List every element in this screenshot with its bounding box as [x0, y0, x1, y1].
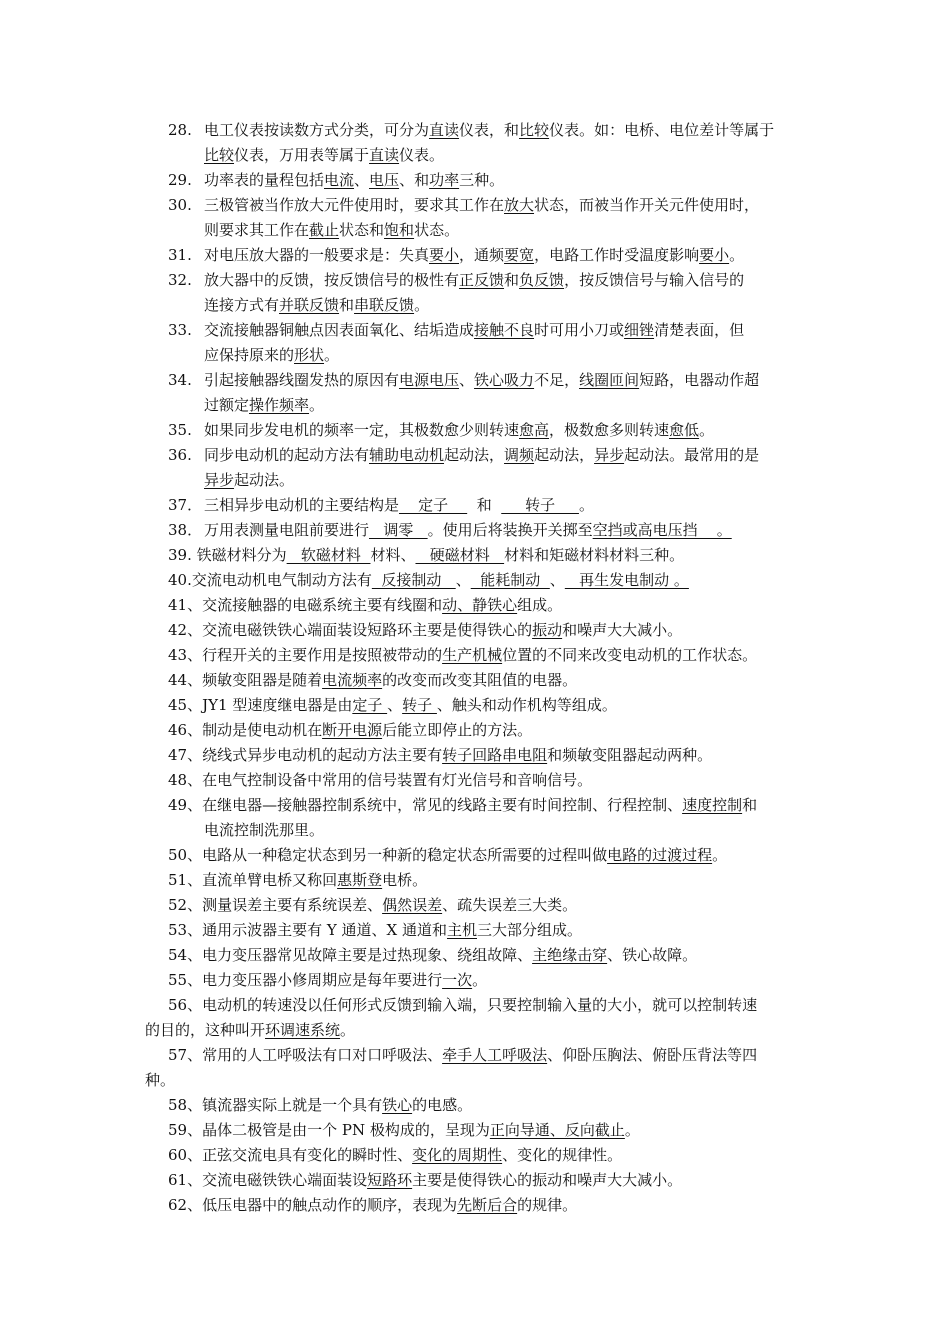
text-line [0, 568, 950, 593]
line-text [168, 968, 487, 993]
answer-blank: 铁心吸力 [474, 371, 535, 389]
item-number: 38． [168, 521, 203, 539]
line-text [168, 1168, 682, 1193]
text-segment: 起动法， [534, 446, 595, 464]
answer-blank: 定子 [399, 496, 468, 514]
line-text [168, 918, 582, 943]
answer-blank: 正向导通、反向截止 [489, 1121, 625, 1139]
text-line [0, 768, 950, 793]
item-number: 29. [168, 171, 192, 189]
line-text [168, 843, 727, 868]
text-segment: 54、电力变压器常见故障主要是过热现象、绕组故障、 [168, 946, 533, 964]
text-segment: 。 [624, 1121, 640, 1139]
text-segment: 58、镇流器实际上就是一个具有 [168, 1096, 383, 1114]
text-segment: 仪表。如：电桥、电位差计等属于 [549, 121, 775, 139]
text-line [0, 418, 950, 443]
text-segment: 电桥。 [382, 871, 428, 889]
text-segment: 50、电路从一种稳定状态到另一种新的稳定状态所需要的过程叫做 [168, 846, 608, 864]
text-segment: 应保持原来的 [204, 346, 295, 364]
text-segment: 、 [354, 171, 370, 189]
document-body [0, 118, 950, 1218]
item-number: 35. [168, 421, 192, 439]
text-segment: 清楚表面，但 [654, 321, 745, 339]
answer-blank: 反接制动 [371, 571, 456, 589]
line-text [168, 718, 532, 743]
text-line [0, 493, 950, 518]
text-segment: 如果同步发电机的频率一定，其极数愈少则转速 [204, 421, 520, 439]
line-text [168, 1143, 622, 1168]
line-text [168, 793, 757, 818]
answer-blank: 短路环 [367, 1171, 413, 1189]
text-segment: 功率表的量程包括 [204, 171, 325, 189]
text-line [0, 868, 950, 893]
answer-blank: 电路的过渡过程 [607, 846, 713, 864]
text-segment: 材料和矩磁材料材料三种。 [504, 546, 685, 564]
answer-blank: 一次 [442, 971, 473, 989]
text-segment: 三大部分组成。 [477, 921, 583, 939]
text-segment: 三相异步电动机的主要结构是 [204, 496, 400, 514]
answer-blank: 要小 [699, 246, 730, 264]
text-segment: 和 [504, 271, 520, 289]
text-segment: 60、正弦交流电具有变化的瞬时性、 [168, 1146, 413, 1164]
text-segment: 则要求其工作在 [204, 221, 310, 239]
text-segment: 交流接触器铜触点因表面氧化、结垢造成 [204, 321, 475, 339]
text-segment: 。 [324, 346, 340, 364]
answer-blank: 速度控制 [682, 796, 743, 814]
answer-blank: 形状 [294, 346, 325, 364]
line-text [204, 493, 594, 518]
text-segment: 后能立即停止的方法。 [382, 721, 533, 739]
text-line [0, 393, 950, 418]
text-segment: 、 [459, 371, 475, 389]
answer-blank: 空挡或高电压挡 。 [592, 521, 732, 539]
answer-blank: 调零 [369, 521, 428, 539]
text-segment: 41、交流接触器的电磁系统主要有线圈和 [168, 596, 443, 614]
answer-blank: 电流 [324, 171, 355, 189]
text-segment: 42、交流电磁铁铁心端面装设短路环主要是使得铁心的 [168, 621, 533, 639]
text-segment: 位置的不同来改变电动机的工作状态。 [502, 646, 758, 664]
text-segment: 和 [339, 296, 355, 314]
text-segment: ，极数愈多则转速 [549, 421, 670, 439]
answer-blank: 电源电压 [399, 371, 460, 389]
text-segment: ，按反馈信号与输入信号的 [564, 271, 745, 289]
answer-blank: 先断后合 [457, 1196, 518, 1214]
text-segment: 57、常用的人工呼吸法有口对口呼吸法、 [168, 1046, 443, 1064]
answer-blank: 惠斯登 [337, 871, 383, 889]
answer-blank: 振动 [532, 621, 563, 639]
text-segment: 种。 [145, 1071, 176, 1089]
line-text [204, 193, 759, 218]
text-segment: 、 [455, 571, 471, 589]
answer-blank: 接触不良 [474, 321, 535, 339]
line-text [204, 468, 294, 493]
item-number: 30. [168, 196, 192, 214]
text-segment: 47、绕线式异步电动机的起动方法主要有 [168, 746, 443, 764]
item-number: 33. [168, 321, 192, 339]
line-text [204, 818, 324, 843]
answer-blank: 环调速系统 [265, 1021, 341, 1039]
line-text [168, 768, 592, 793]
text-segment: 万用表测量电阻前要进行 [204, 521, 370, 539]
text-segment: 。 [414, 296, 430, 314]
text-segment: 61、交流电磁铁铁心端面装设 [168, 1171, 368, 1189]
text-segment: 状态，而被当作开关元件使用时， [534, 196, 760, 214]
line-text [168, 943, 697, 968]
text-segment: 状态和 [339, 221, 385, 239]
line-text [168, 618, 682, 643]
text-line [0, 893, 950, 918]
answer-blank: 转子 [402, 696, 437, 714]
text-line [0, 343, 950, 368]
answer-blank: 定子 [352, 696, 388, 714]
item-number: 36. [168, 446, 192, 464]
item-number: 32. [168, 271, 192, 289]
line-text [168, 868, 427, 893]
text-segment: 电流控制洗那里。 [204, 821, 325, 839]
text-segment: 主要是使得铁心的振动和噪声大大减小。 [412, 1171, 683, 1189]
text-segment: 的改变而改变其阻值的电器。 [382, 671, 578, 689]
text-line [0, 193, 950, 218]
text-segment: 。 [578, 496, 594, 514]
answer-blank: 能耗制动 [470, 571, 550, 589]
answer-blank: 转子回路串电阻 [442, 746, 548, 764]
answer-blank: 直读 [429, 121, 460, 139]
text-segment: 48、在电气控制设备中常用的信号装置有灯光信号和音响信号。 [168, 771, 593, 789]
answer-blank: 要宽 [504, 246, 535, 264]
text-segment: 放大器中的反馈，按反馈信号的极性有 [204, 271, 460, 289]
answer-blank: 断开电源 [322, 721, 383, 739]
text-segment: 。 [340, 1021, 356, 1039]
text-segment: 49、在继电器—接触器控制系统中，常见的线路主要有时间控制、行程控制、 [168, 796, 683, 814]
text-segment: 51、直流单臂电桥又称回 [168, 871, 338, 889]
answer-blank: 并联反馈 [279, 296, 340, 314]
answer-blank: 负反馈 [519, 271, 565, 289]
text-line [0, 818, 950, 843]
line-text [168, 1193, 577, 1218]
text-line [0, 143, 950, 168]
text-segment: 。 [729, 246, 745, 264]
text-line [0, 918, 950, 943]
text-line [0, 293, 950, 318]
text-segment: 和频敏变阻器起动两种。 [547, 746, 713, 764]
answer-blank: 直读 [369, 146, 400, 164]
text-segment: 53、通用示波器主要有 Y 通道、X 通道和 [168, 921, 447, 939]
text-segment: 。 [712, 846, 728, 864]
text-line [0, 243, 950, 268]
line-text [204, 518, 732, 543]
line-text [168, 693, 617, 718]
answer-blank: 再生发电制动 。 [564, 571, 689, 589]
text-line [0, 993, 950, 1018]
text-segment: 和噪声大大减小。 [562, 621, 683, 639]
text-line [0, 1193, 950, 1218]
answer-blank: 硬磁材料 [415, 546, 505, 564]
line-text [204, 218, 459, 243]
item-number: 28. [168, 121, 192, 139]
line-text [204, 293, 429, 318]
answer-blank: 转子 [501, 496, 579, 514]
text-segment: 。 [309, 396, 325, 414]
text-segment: 、 [387, 696, 403, 714]
answer-blank: 愈低 [669, 421, 700, 439]
text-segment: 。 [699, 421, 715, 439]
text-segment: 三极管被当作放大元件使用时，要求其工作在 [204, 196, 505, 214]
text-segment: 59、晶体二极管是由一个 PN 极构成的，呈现为 [168, 1121, 490, 1139]
text-segment: 、 [549, 571, 565, 589]
line-text [204, 318, 744, 343]
item-number: 34. [168, 371, 192, 389]
answer-blank: 放大 [504, 196, 535, 214]
line-text [204, 143, 444, 168]
answer-blank: 线圈匝间 [579, 371, 640, 389]
text-segment: 40.交流电动机电气制动方法有 [168, 571, 372, 589]
text-segment: ，电路工作时受温度影响 [534, 246, 700, 264]
text-line [0, 593, 950, 618]
answer-blank: 要小 [429, 246, 460, 264]
text-segment: 、铁心故障。 [607, 946, 698, 964]
answer-blank: 软磁材料 [286, 546, 371, 564]
line-text [168, 668, 577, 693]
answer-blank: 异步 [204, 471, 235, 489]
line-text [204, 368, 759, 393]
text-segment: 55、电力变压器小修周期应是每年要进行 [168, 971, 443, 989]
answer-blank: 变化的周期性 [412, 1146, 503, 1164]
text-line [0, 1043, 950, 1068]
line-text [168, 893, 577, 918]
text-line [0, 268, 950, 293]
text-line [0, 793, 950, 818]
text-segment: ，通频 [459, 246, 505, 264]
text-segment: 仪表，和 [459, 121, 520, 139]
text-segment: 、触头和动作机构等组成。 [436, 696, 617, 714]
text-segment: 。 [472, 971, 488, 989]
text-segment: 39. 铁磁材料分为 [168, 546, 287, 564]
text-segment: 仪表。 [399, 146, 445, 164]
answer-blank: 辅助电动机 [369, 446, 445, 464]
text-line [0, 518, 950, 543]
line-text [168, 1093, 472, 1118]
answer-blank: 偶然误差 [382, 896, 443, 914]
text-segment: 电工仪表按读数方式分类，可分为 [204, 121, 430, 139]
line-text [168, 1118, 640, 1143]
answer-blank: 比较 [204, 146, 235, 164]
text-segment: 的电感。 [412, 1096, 473, 1114]
answer-blank: 牵手人工呼吸法 [442, 1046, 548, 1064]
text-line [0, 968, 950, 993]
text-segment: 仪表，万用表等属于 [234, 146, 370, 164]
text-segment: 过额定 [204, 396, 250, 414]
text-segment: 的规律。 [517, 1196, 578, 1214]
text-line [0, 443, 950, 468]
text-line [0, 718, 950, 743]
text-segment: 和 [467, 496, 502, 514]
text-line [0, 943, 950, 968]
answer-blank: 异步 [594, 446, 625, 464]
answer-blank: 操作频率 [249, 396, 310, 414]
line-text [168, 593, 562, 618]
line-text [204, 393, 324, 418]
text-segment: 44、频敏变阻器是随着 [168, 671, 323, 689]
text-segment: 材料、 [370, 546, 416, 564]
text-segment: 43、行程开关的主要作用是按照被带动的 [168, 646, 443, 664]
text-segment: 62、低压电器中的触点动作的顺序，表现为 [168, 1196, 458, 1214]
text-segment: 46、制动是使电动机在 [168, 721, 323, 739]
text-segment: 三种。 [459, 171, 505, 189]
text-segment: 对电压放大器的一般要求是：失真 [204, 246, 430, 264]
text-segment: 、变化的规律性。 [502, 1146, 623, 1164]
text-segment: 起动法。 [234, 471, 295, 489]
text-segment: 短路，电器动作超 [639, 371, 760, 389]
answer-blank: 调频 [504, 446, 535, 464]
line-text [168, 743, 712, 768]
line-text [168, 543, 684, 568]
text-line [0, 543, 950, 568]
answer-blank: 铁心 [382, 1096, 413, 1114]
item-number: 31. [168, 246, 192, 264]
text-segment: 56、电动机的转速没以任何形式反馈到输入端，只要控制输入量的大小，就可以控制转速 [168, 996, 758, 1014]
line-text [204, 418, 714, 443]
line-text [204, 443, 759, 468]
text-line [0, 368, 950, 393]
text-line [0, 1018, 950, 1043]
answer-blank: 饱和 [384, 221, 415, 239]
line-text [145, 1068, 175, 1093]
text-line [0, 468, 950, 493]
line-text [145, 1018, 355, 1043]
text-line [0, 643, 950, 668]
text-segment: 起动法。最常用的是 [624, 446, 760, 464]
answer-blank: 功率 [429, 171, 460, 189]
answer-blank: 串联反馈 [354, 296, 415, 314]
text-segment: 。使用后将装换开关掷至 [427, 521, 593, 539]
answer-blank: 比较 [519, 121, 550, 139]
answer-blank: 动、静铁心 [442, 596, 518, 614]
line-text [168, 993, 757, 1018]
answer-blank: 电压 [369, 171, 400, 189]
answer-blank: 生产机械 [442, 646, 503, 664]
answer-blank: 电流频率 [322, 671, 383, 689]
text-line [0, 843, 950, 868]
answer-blank: 细锉 [624, 321, 655, 339]
text-line [0, 1118, 950, 1143]
text-segment: 、疏失误差三大类。 [442, 896, 578, 914]
text-line [0, 1093, 950, 1118]
text-segment: 引起接触器线圈发热的原因有 [204, 371, 400, 389]
text-segment: 起动法， [444, 446, 505, 464]
text-segment: 连接方式有 [204, 296, 280, 314]
text-line [0, 218, 950, 243]
text-segment: 组成。 [517, 596, 563, 614]
text-segment: 52、测量误差主要有系统误差、 [168, 896, 383, 914]
text-segment: 状态。 [414, 221, 460, 239]
line-text [204, 118, 774, 143]
text-line [0, 1168, 950, 1193]
line-text [204, 168, 504, 193]
answer-blank: 愈高 [519, 421, 550, 439]
text-segment: 的目的，这种叫开 [145, 1021, 266, 1039]
answer-blank: 正反馈 [459, 271, 505, 289]
text-line [0, 1068, 950, 1093]
text-line [0, 118, 950, 143]
line-text [168, 568, 689, 593]
text-segment: 不足， [534, 371, 580, 389]
line-text [204, 243, 744, 268]
text-segment: 、仰卧压胸法、俯卧压背法等四 [547, 1046, 758, 1064]
text-segment: 和 [742, 796, 758, 814]
line-text [168, 1043, 757, 1068]
text-line [0, 668, 950, 693]
text-segment: 时可用小刀或 [534, 321, 625, 339]
text-line [0, 168, 950, 193]
text-line [0, 743, 950, 768]
line-text [204, 343, 339, 368]
text-line [0, 1143, 950, 1168]
text-line [0, 318, 950, 343]
text-segment: 、和 [399, 171, 430, 189]
item-number: 37． [168, 496, 203, 514]
text-line [0, 618, 950, 643]
text-segment: 45、JY1 型速度继电器是由 [168, 696, 353, 714]
answer-blank: 截止 [309, 221, 340, 239]
text-segment: 同步电动机的起动方法有 [204, 446, 370, 464]
line-text [204, 268, 744, 293]
text-line [0, 693, 950, 718]
answer-blank: 主机 [446, 921, 477, 939]
answer-blank: 主绝缘击穿 [532, 946, 608, 964]
line-text [168, 643, 757, 668]
